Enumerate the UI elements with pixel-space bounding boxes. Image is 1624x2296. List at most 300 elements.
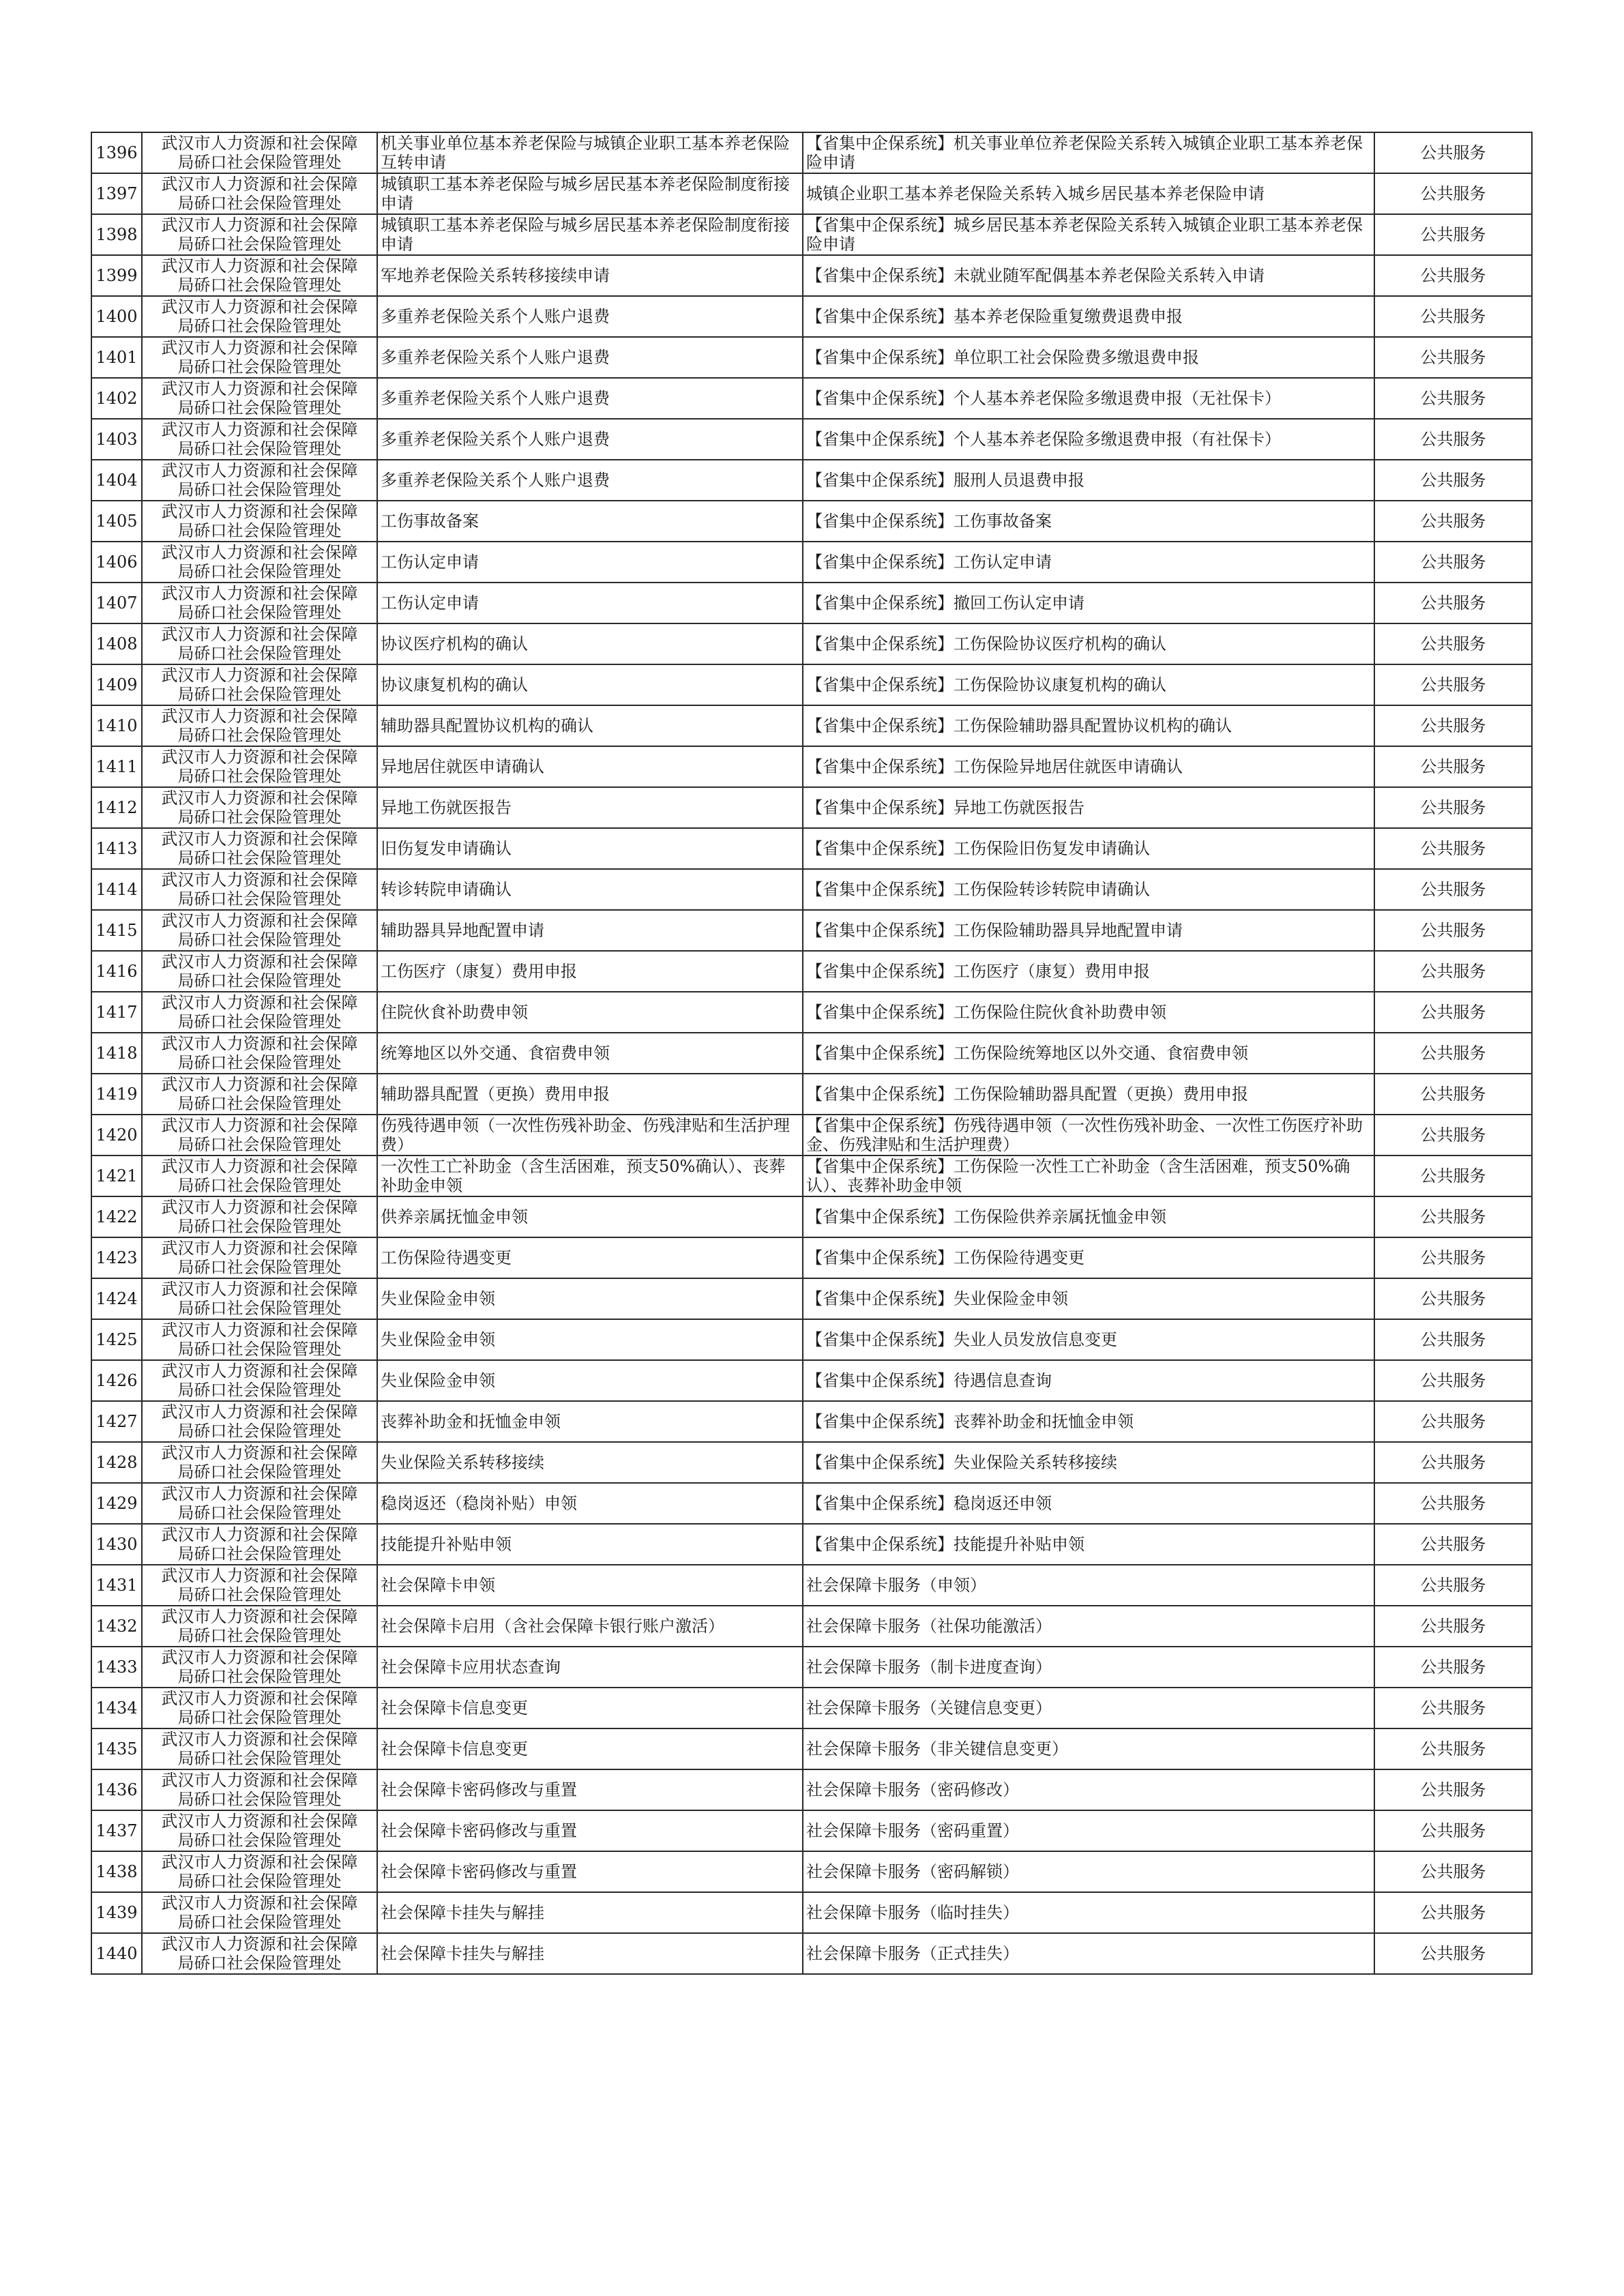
department-line-2: 局硚口社会保险管理处 [177,1053,342,1072]
service-item: 社会保障卡挂失与解挂 [377,1933,803,1974]
service-item: 旧伤复发申请确认 [377,828,803,869]
service-type: 公共服务 [1374,1810,1532,1851]
table-row [91,787,1532,828]
service-item: 转诊转院申请确认 [377,869,803,910]
department-cell [142,787,377,828]
table-row [91,132,1532,173]
service-sub-item: 社会保障卡服务（密码解锁） [803,1851,1374,1892]
department-line-2: 局硚口社会保险管理处 [177,1872,342,1891]
service-item: 工伤事故备案 [377,501,803,542]
service-item: 工伤认定申请 [377,542,803,583]
row-number: 1412 [91,787,142,828]
department-line-1: 武汉市人力资源和社会保障 [161,543,358,562]
row-number: 1405 [91,501,142,542]
service-type: 公共服务 [1374,1156,1532,1196]
department-line-2: 局硚口社会保险管理处 [177,1217,342,1236]
department-line-1: 武汉市人力资源和社会保障 [161,297,358,317]
department-line-1: 武汉市人力资源和社会保障 [161,1771,358,1790]
service-type: 公共服务 [1374,419,1532,460]
service-item: 社会保障卡申领 [377,1565,803,1606]
department-line-1: 武汉市人力资源和社会保障 [161,175,358,194]
service-sub-item: 【省集中企保系统】稳岗返还申领 [803,1483,1374,1524]
table-row [91,337,1532,378]
row-number: 1436 [91,1769,142,1810]
service-sub-item: 【省集中企保系统】未就业随军配偶基本养老保险关系转入申请 [803,255,1374,296]
service-type: 公共服务 [1374,1769,1532,1810]
department-line-2: 局硚口社会保险管理处 [177,644,342,663]
table-row [91,1524,1532,1565]
service-item: 社会保障卡信息变更 [377,1728,803,1769]
service-item: 失业保险金申领 [377,1360,803,1401]
service-type: 公共服务 [1374,173,1532,214]
service-sub-item: 【省集中企保系统】丧葬补助金和抚恤金申领 [803,1401,1374,1442]
service-sub-item: 【省集中企保系统】失业人员发放信息变更 [803,1319,1374,1360]
row-number: 1414 [91,869,142,910]
service-type: 公共服务 [1374,787,1532,828]
department-line-1: 武汉市人力资源和社会保障 [161,870,358,889]
department-line-2: 局硚口社会保险管理处 [177,398,342,417]
row-number: 1433 [91,1647,142,1688]
row-number: 1422 [91,1196,142,1237]
department-line-2: 局硚口社会保险管理处 [177,1790,342,1809]
service-item: 异地居住就医申请确认 [377,746,803,787]
department-line-2: 局硚口社会保险管理处 [177,1381,342,1400]
department-line-2: 局硚口社会保险管理处 [177,1708,342,1727]
department-cell [142,1851,377,1892]
department-line-2: 局硚口社会保险管理处 [177,1544,342,1563]
service-sub-item: 城镇企业职工基本养老保险关系转入城乡居民基本养老保险申请 [803,173,1374,214]
department-line-1: 武汉市人力资源和社会保障 [161,584,358,603]
table-row [91,1074,1532,1115]
department-cell [142,214,377,255]
service-type: 公共服务 [1374,1647,1532,1688]
department-line-1: 武汉市人力资源和社会保障 [161,1157,358,1176]
service-type: 公共服务 [1374,1401,1532,1442]
service-sub-item: 【省集中企保系统】工伤事故备案 [803,501,1374,542]
row-number: 1407 [91,583,142,623]
department-cell [142,1810,377,1851]
department-line-1: 武汉市人力资源和社会保障 [161,707,358,726]
table-row [91,378,1532,419]
department-line-2: 局硚口社会保险管理处 [177,971,342,990]
row-number: 1423 [91,1237,142,1278]
table-row [91,1115,1532,1156]
service-sub-item: 【省集中企保系统】工伤保险住院伙食补助费申领 [803,992,1374,1033]
department-line-1: 武汉市人力资源和社会保障 [161,1321,358,1340]
service-sub-item: 【省集中企保系统】个人基本养老保险多缴退费申报（无社保卡） [803,378,1374,419]
department-line-1: 武汉市人力资源和社会保障 [161,1730,358,1749]
service-sub-item: 【省集中企保系统】工伤保险辅助器具配置协议机构的确认 [803,705,1374,746]
department-line-2: 局硚口社会保险管理处 [177,1299,342,1318]
table-row [91,910,1532,951]
row-number: 1425 [91,1319,142,1360]
service-item: 协议医疗机构的确认 [377,623,803,664]
table-row [91,1156,1532,1196]
service-type: 公共服务 [1374,664,1532,705]
row-number: 1418 [91,1033,142,1074]
service-item: 一次性工亡补助金（含生活困难，预支50%确认）、丧葬补助金申领 [377,1156,803,1196]
service-type: 公共服务 [1374,910,1532,951]
table-row [91,1237,1532,1278]
table-row [91,1647,1532,1688]
table-row [91,1196,1532,1237]
table-row [91,583,1532,623]
table-row [91,542,1532,583]
table-row [91,1606,1532,1647]
table-body [91,132,1532,1974]
service-type: 公共服务 [1374,1237,1532,1278]
service-item: 多重养老保险关系个人账户退费 [377,337,803,378]
service-sub-item: 社会保障卡服务（关键信息变更） [803,1688,1374,1728]
service-sub-item: 【省集中企保系统】工伤保险协议医疗机构的确认 [803,623,1374,664]
row-number: 1411 [91,746,142,787]
row-number: 1437 [91,1810,142,1851]
row-number: 1419 [91,1074,142,1115]
row-number: 1432 [91,1606,142,1647]
department-line-2: 局硚口社会保险管理处 [177,1340,342,1359]
department-line-1: 武汉市人力资源和社会保障 [161,1689,358,1708]
service-item: 工伤保险待遇变更 [377,1237,803,1278]
table-row [91,460,1532,501]
table-row [91,1851,1532,1892]
department-line-1: 武汉市人力资源和社会保障 [161,502,358,521]
department-cell [142,1319,377,1360]
service-item: 社会保障卡启用（含社会保障卡银行账户激活） [377,1606,803,1647]
service-item: 社会保障卡密码修改与重置 [377,1769,803,1810]
service-type: 公共服务 [1374,1196,1532,1237]
row-number: 1399 [91,255,142,296]
service-sub-item: 社会保障卡服务（社保功能激活） [803,1606,1374,1647]
row-number: 1416 [91,951,142,992]
service-item: 丧葬补助金和抚恤金申领 [377,1401,803,1442]
service-sub-item: 【省集中企保系统】工伤保险协议康复机构的确认 [803,664,1374,705]
department-cell [142,664,377,705]
row-number: 1430 [91,1524,142,1565]
table-row [91,1319,1532,1360]
department-cell [142,542,377,583]
table-row [91,214,1532,255]
department-cell [142,460,377,501]
service-type: 公共服务 [1374,869,1532,910]
table-row [91,255,1532,296]
department-line-1: 武汉市人力资源和社会保障 [161,1075,358,1094]
row-number: 1421 [91,1156,142,1196]
service-type: 公共服务 [1374,1033,1532,1074]
department-cell [142,337,377,378]
table-row [91,1892,1532,1933]
service-item: 技能提升补贴申领 [377,1524,803,1565]
department-line-2: 局硚口社会保险管理处 [177,849,342,868]
row-number: 1435 [91,1728,142,1769]
service-sub-item: 【省集中企保系统】工伤保险待遇变更 [803,1237,1374,1278]
table-row [91,1688,1532,1728]
department-line-2: 局硚口社会保险管理处 [177,1954,342,1973]
service-type: 公共服务 [1374,460,1532,501]
service-type: 公共服务 [1374,828,1532,869]
row-number: 1431 [91,1565,142,1606]
department-cell [142,296,377,337]
service-item: 机关事业单位基本养老保险与城镇企业职工基本养老保险互转申请 [377,132,803,173]
department-line-1: 武汉市人力资源和社会保障 [161,1116,358,1135]
service-sub-item: 【省集中企保系统】工伤保险一次性工亡补助金（含生活困难，预支50%确认）、丧葬补助金申领 [803,1156,1374,1196]
row-number: 1420 [91,1115,142,1156]
row-number: 1406 [91,542,142,583]
department-cell [142,992,377,1033]
department-cell [142,419,377,460]
service-sub-item: 【省集中企保系统】工伤保险辅助器具异地配置申请 [803,910,1374,951]
department-line-2: 局硚口社会保险管理处 [177,194,342,213]
department-line-2: 局硚口社会保险管理处 [177,1831,342,1850]
service-sub-item: 【省集中企保系统】机关事业单位养老保险关系转入城镇企业职工基本养老保险申请 [803,132,1374,173]
department-line-2: 局硚口社会保险管理处 [177,562,342,581]
department-line-2: 局硚口社会保险管理处 [177,1422,342,1441]
service-type: 公共服务 [1374,501,1532,542]
department-cell [142,132,377,173]
department-cell [142,1688,377,1728]
row-number: 1417 [91,992,142,1033]
department-cell [142,173,377,214]
department-cell [142,1442,377,1483]
table-row [91,296,1532,337]
service-item: 社会保障卡挂失与解挂 [377,1892,803,1933]
department-line-2: 局硚口社会保险管理处 [177,1913,342,1932]
department-cell [142,746,377,787]
service-item: 社会保障卡密码修改与重置 [377,1851,803,1892]
department-line-2: 局硚口社会保险管理处 [177,930,342,950]
service-type: 公共服务 [1374,1524,1532,1565]
department-line-1: 武汉市人力资源和社会保障 [161,338,358,357]
row-number: 1424 [91,1278,142,1319]
department-line-1: 武汉市人力资源和社会保障 [161,1648,358,1667]
table-row [91,1810,1532,1851]
department-line-2: 局硚口社会保险管理处 [177,603,342,622]
service-item: 社会保障卡密码修改与重置 [377,1810,803,1851]
department-line-1: 武汉市人力资源和社会保障 [161,1812,358,1831]
service-item: 社会保障卡应用状态查询 [377,1647,803,1688]
service-sub-item: 社会保障卡服务（非关键信息变更） [803,1728,1374,1769]
department-line-2: 局硚口社会保险管理处 [177,1094,342,1113]
service-item: 统筹地区以外交通、食宿费申领 [377,1033,803,1074]
service-item: 协议康复机构的确认 [377,664,803,705]
department-cell [142,623,377,664]
table-row [91,1728,1532,1769]
department-cell [142,1360,377,1401]
table-row [91,992,1532,1033]
service-type: 公共服务 [1374,746,1532,787]
service-sub-item: 社会保障卡服务（制卡进度查询） [803,1647,1374,1688]
service-items-table [91,132,1533,1975]
service-sub-item: 【省集中企保系统】基本养老保险重复缴费退费申报 [803,296,1374,337]
table-row [91,1565,1532,1606]
department-cell [142,951,377,992]
service-item: 社会保障卡信息变更 [377,1688,803,1728]
department-line-1: 武汉市人力资源和社会保障 [161,461,358,480]
department-line-2: 局硚口社会保险管理处 [177,1176,342,1195]
department-cell [142,1115,377,1156]
department-line-1: 武汉市人力资源和社会保障 [161,1280,358,1299]
service-type: 公共服务 [1374,623,1532,664]
service-item: 供养亲属抚恤金申领 [377,1196,803,1237]
service-sub-item: 【省集中企保系统】异地工伤就医报告 [803,787,1374,828]
row-number: 1404 [91,460,142,501]
service-type: 公共服务 [1374,1606,1532,1647]
row-number: 1413 [91,828,142,869]
service-type: 公共服务 [1374,378,1532,419]
department-line-2: 局硚口社会保险管理处 [177,1503,342,1522]
service-sub-item: 【省集中企保系统】工伤认定申请 [803,542,1374,583]
department-line-2: 局硚口社会保险管理处 [177,767,342,786]
service-type: 公共服务 [1374,1688,1532,1728]
service-sub-item: 【省集中企保系统】服刑人员退费申报 [803,460,1374,501]
service-item: 稳岗返还（稳岗补贴）申领 [377,1483,803,1524]
row-number: 1398 [91,214,142,255]
department-line-1: 武汉市人力资源和社会保障 [161,666,358,685]
service-item: 辅助器具配置协议机构的确认 [377,705,803,746]
department-line-2: 局硚口社会保险管理处 [177,1012,342,1031]
row-number: 1434 [91,1688,142,1728]
department-cell [142,705,377,746]
service-type: 公共服务 [1374,1319,1532,1360]
department-line-2: 局硚口社会保险管理处 [177,1585,342,1604]
service-type: 公共服务 [1374,1565,1532,1606]
department-line-1: 武汉市人力资源和社会保障 [161,1607,358,1626]
service-type: 公共服务 [1374,255,1532,296]
department-cell [142,378,377,419]
service-type: 公共服务 [1374,214,1532,255]
department-line-1: 武汉市人力资源和社会保障 [161,379,358,398]
service-sub-item: 【省集中企保系统】工伤保险旧伤复发申请确认 [803,828,1374,869]
table-row [91,869,1532,910]
row-number: 1429 [91,1483,142,1524]
service-item: 多重养老保险关系个人账户退费 [377,378,803,419]
service-type: 公共服务 [1374,583,1532,623]
department-line-2: 局硚口社会保险管理处 [177,1135,342,1154]
service-type: 公共服务 [1374,1278,1532,1319]
service-type: 公共服务 [1374,1360,1532,1401]
row-number: 1410 [91,705,142,746]
department-line-1: 武汉市人力资源和社会保障 [161,1525,358,1544]
service-sub-item: 社会保障卡服务（密码重置） [803,1810,1374,1851]
service-type: 公共服务 [1374,705,1532,746]
department-cell [142,583,377,623]
row-number: 1438 [91,1851,142,1892]
service-sub-item: 【省集中企保系统】待遇信息查询 [803,1360,1374,1401]
department-line-1: 武汉市人力资源和社会保障 [161,1443,358,1462]
service-item: 多重养老保险关系个人账户退费 [377,419,803,460]
department-line-2: 局硚口社会保险管理处 [177,1626,342,1645]
department-line-1: 武汉市人力资源和社会保障 [161,1566,358,1585]
table-row [91,1401,1532,1442]
service-sub-item: 【省集中企保系统】城乡居民基本养老保险关系转入城镇企业职工基本养老保险申请 [803,214,1374,255]
service-item: 失业保险金申领 [377,1278,803,1319]
service-type: 公共服务 [1374,542,1532,583]
department-line-1: 武汉市人力资源和社会保障 [161,1362,358,1381]
table-row [91,1278,1532,1319]
service-type: 公共服务 [1374,992,1532,1033]
department-cell [142,1156,377,1196]
table-row [91,664,1532,705]
service-sub-item: 【省集中企保系统】失业保险金申领 [803,1278,1374,1319]
service-type: 公共服务 [1374,1728,1532,1769]
table-row [91,1933,1532,1974]
service-item: 失业保险关系转移接续 [377,1442,803,1483]
row-number: 1428 [91,1442,142,1483]
service-type: 公共服务 [1374,951,1532,992]
service-item: 多重养老保险关系个人账户退费 [377,296,803,337]
service-type: 公共服务 [1374,1074,1532,1115]
service-sub-item: 社会保障卡服务（密码修改） [803,1769,1374,1810]
department-line-1: 武汉市人力资源和社会保障 [161,216,358,235]
department-cell [142,1565,377,1606]
row-number: 1415 [91,910,142,951]
row-number: 1403 [91,419,142,460]
table-row [91,419,1532,460]
table-row [91,173,1532,214]
department-line-2: 局硚口社会保险管理处 [177,1258,342,1277]
department-line-2: 局硚口社会保险管理处 [177,808,342,827]
service-sub-item: 【省集中企保系统】个人基本养老保险多缴退费申报（有社保卡） [803,419,1374,460]
service-item: 城镇职工基本养老保险与城乡居民基本养老保险制度衔接申请 [377,214,803,255]
service-sub-item: 【省集中企保系统】工伤医疗（康复）费用申报 [803,951,1374,992]
service-type: 公共服务 [1374,132,1532,173]
service-sub-item: 社会保障卡服务（申领） [803,1565,1374,1606]
service-item: 住院伙食补助费申领 [377,992,803,1033]
department-cell [142,1278,377,1319]
row-number: 1426 [91,1360,142,1401]
department-line-2: 局硚口社会保险管理处 [177,357,342,377]
department-cell [142,1892,377,1933]
department-cell [142,1033,377,1074]
service-sub-item: 【省集中企保系统】伤残待遇申领（一次性伤残补助金、一次性工伤医疗补助金、伤残津贴和生活护理费） [803,1115,1374,1156]
service-item: 伤残待遇申领（一次性伤残补助金、伤残津贴和生活护理费） [377,1115,803,1156]
department-cell [142,869,377,910]
department-cell [142,1769,377,1810]
department-line-1: 武汉市人力资源和社会保障 [161,1198,358,1217]
service-type: 公共服务 [1374,1851,1532,1892]
department-line-1: 武汉市人力资源和社会保障 [161,1853,358,1872]
service-sub-item: 社会保障卡服务（临时挂失） [803,1892,1374,1933]
department-cell [142,1237,377,1278]
department-line-1: 武汉市人力资源和社会保障 [161,789,358,808]
department-cell [142,1728,377,1769]
department-line-1: 武汉市人力资源和社会保障 [161,911,358,930]
department-line-1: 武汉市人力资源和社会保障 [161,134,358,153]
service-type: 公共服务 [1374,1933,1532,1974]
department-line-2: 局硚口社会保险管理处 [177,1667,342,1686]
table-row [91,1483,1532,1524]
row-number: 1400 [91,296,142,337]
department-line-1: 武汉市人力资源和社会保障 [161,625,358,644]
table-row [91,1769,1532,1810]
service-sub-item: 【省集中企保系统】单位职工社会保险费多缴退费申报 [803,337,1374,378]
department-cell [142,501,377,542]
row-number: 1401 [91,337,142,378]
department-line-2: 局硚口社会保险管理处 [177,521,342,540]
service-item: 城镇职工基本养老保险与城乡居民基本养老保险制度衔接申请 [377,173,803,214]
row-number: 1402 [91,378,142,419]
department-line-2: 局硚口社会保险管理处 [177,235,342,254]
department-line-1: 武汉市人力资源和社会保障 [161,1239,358,1258]
service-item: 辅助器具异地配置申请 [377,910,803,951]
table-row [91,1442,1532,1483]
table-row [91,705,1532,746]
department-cell [142,910,377,951]
row-number: 1409 [91,664,142,705]
department-cell [142,1401,377,1442]
table-row [91,828,1532,869]
row-number: 1397 [91,173,142,214]
department-line-2: 局硚口社会保险管理处 [177,480,342,499]
